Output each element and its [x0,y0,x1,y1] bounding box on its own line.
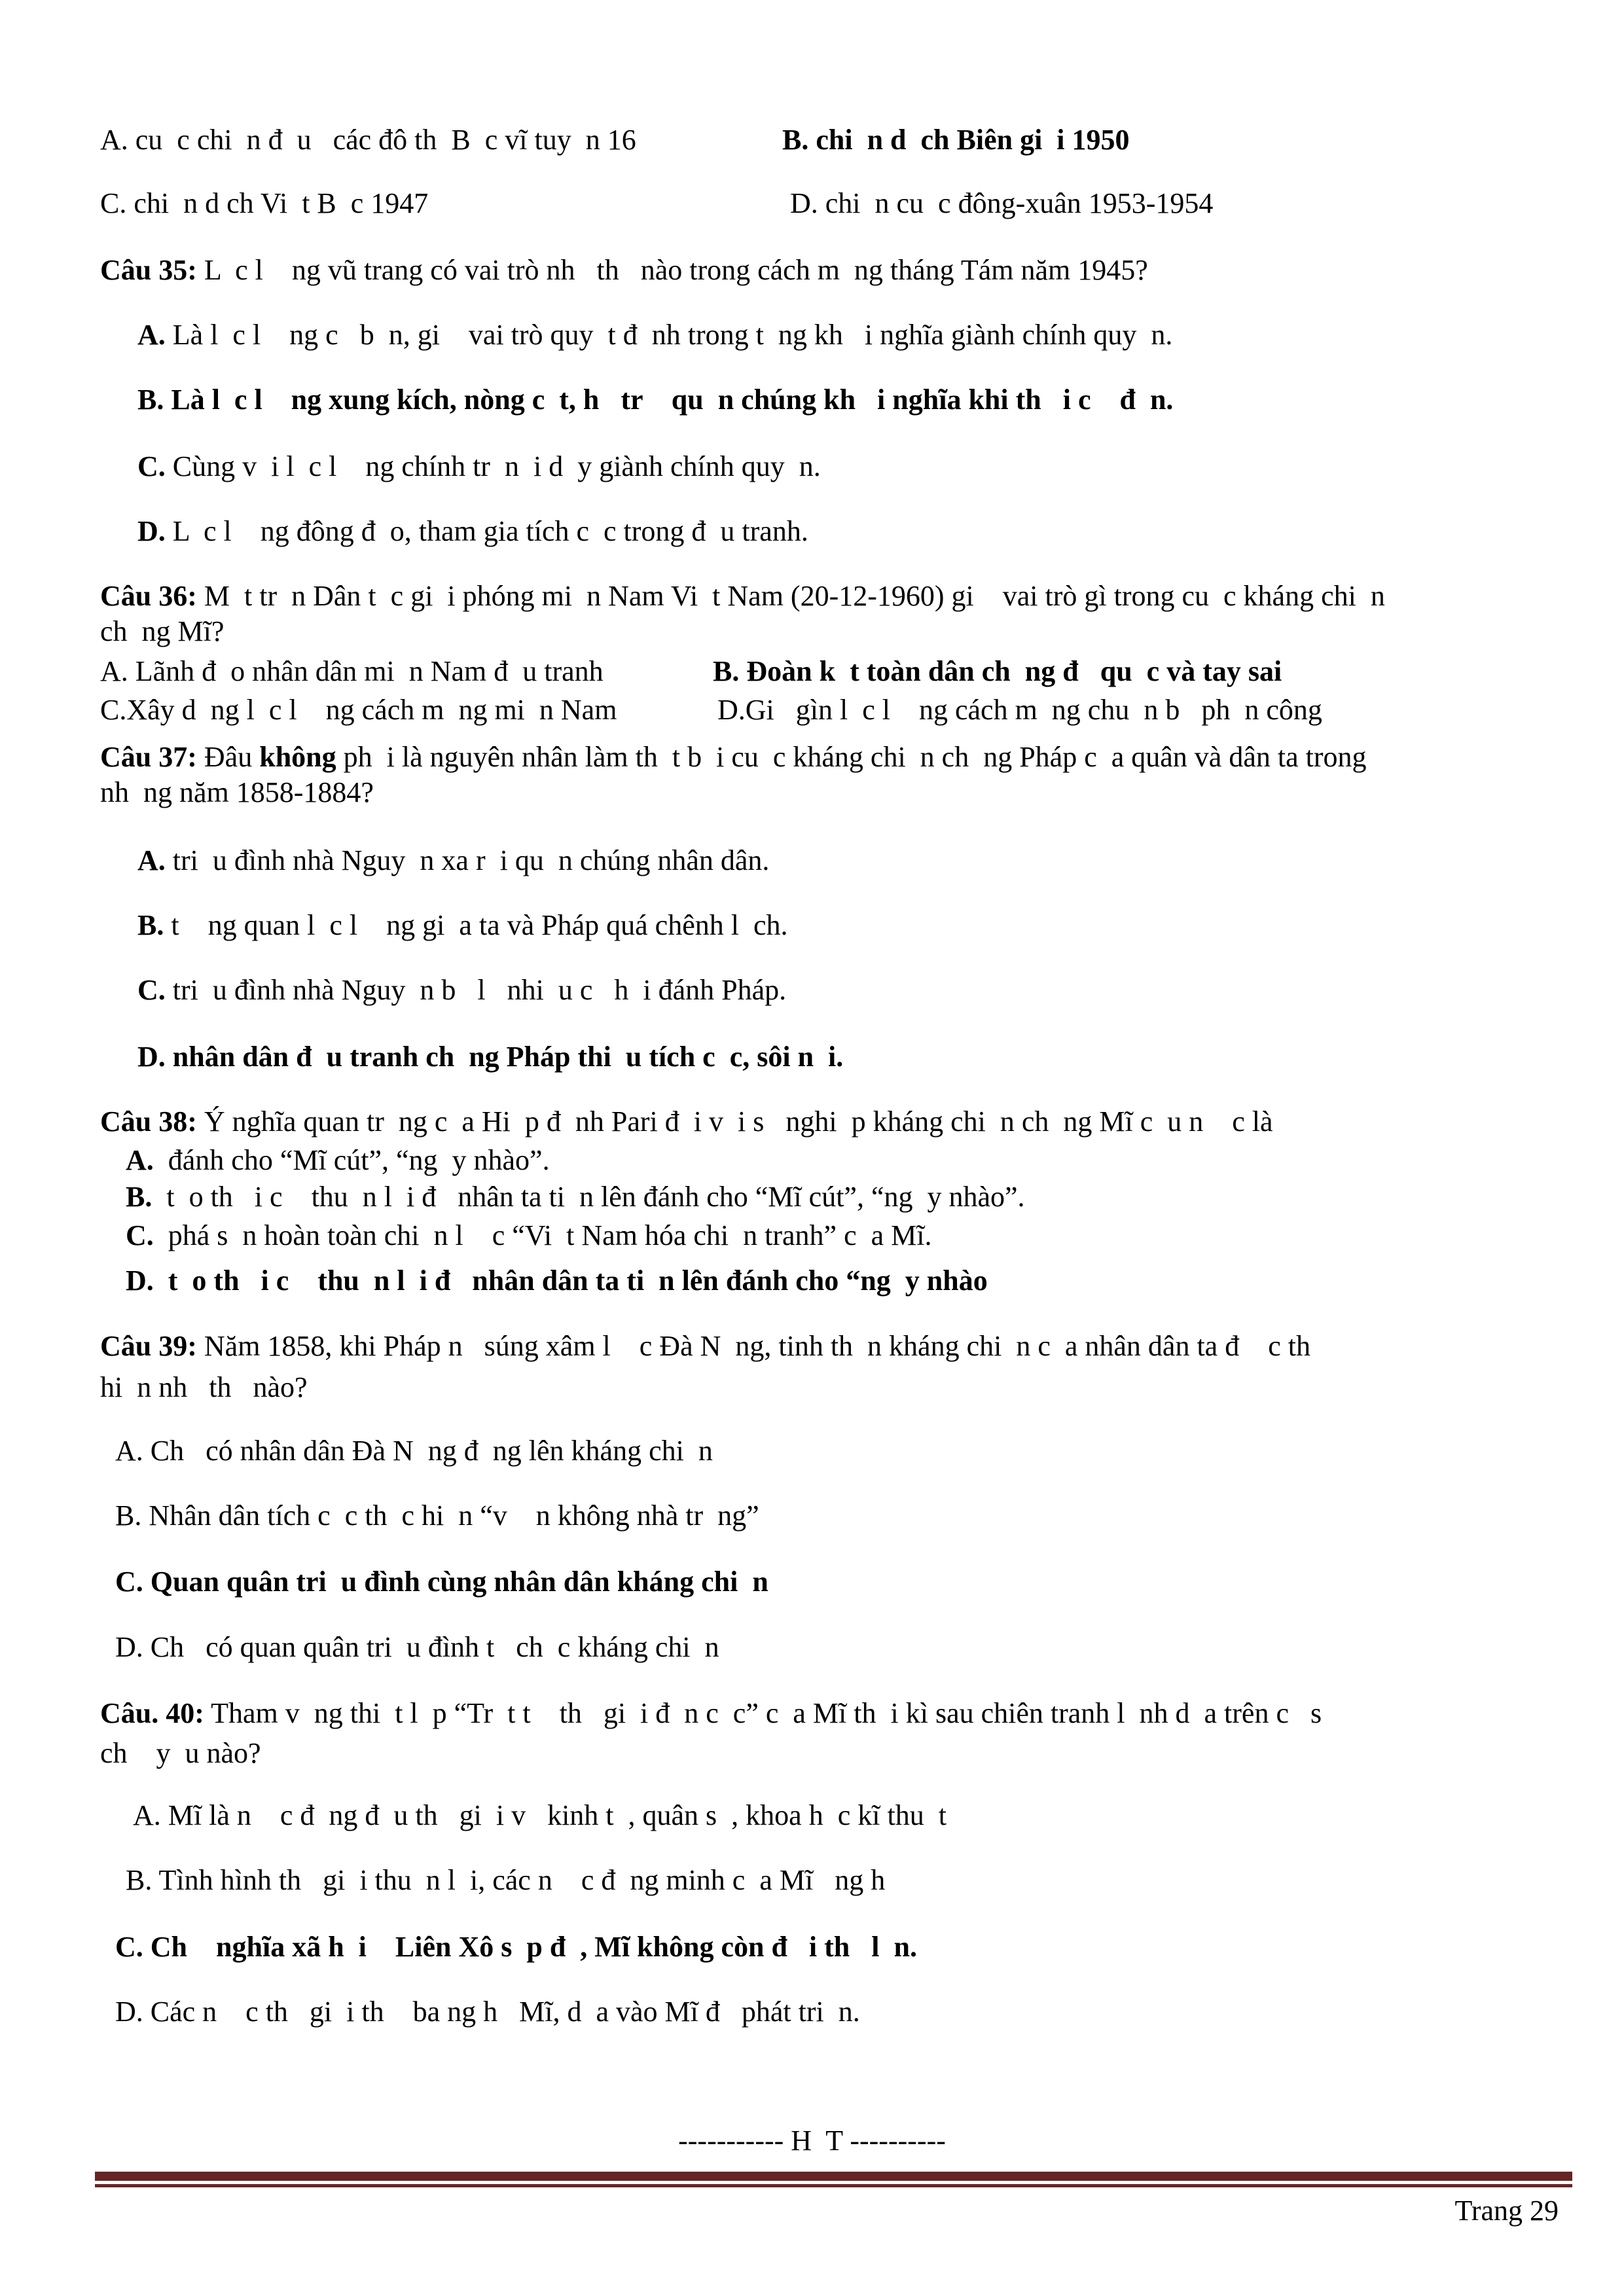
text-line [782,123,1130,157]
end-marker: ----------- H T ---------- [678,2125,946,2157]
text-line [137,450,821,484]
text-line [790,187,1213,221]
text: hi n nh th nào? [100,1371,308,1403]
text: ch y u nào? [100,1737,261,1769]
text: tri u đình nhà Nguy n xa r i qu n chúng nhân dân. [165,844,770,876]
text-line [100,1736,261,1770]
text-line [100,123,636,157]
text: L c l ng vũ trang có vai trò nh th nào trong cách m ng tháng Tám năm 1945? [196,254,1148,286]
text: D. chi n cu c đông-xuân 1953-1954 [790,187,1214,219]
text-line [126,1219,932,1253]
bold-text: B. [126,1181,153,1213]
text: ph i là nguyên nhân làm th t b i cu c kháng chi n ch ng Pháp c a quân và dân ta trong [336,741,1367,773]
text-line [115,1499,759,1533]
text: t ng quan l c l ng gi a ta và Pháp quá chênh l ch. [164,909,788,941]
bold-text: C. Ch nghĩa xã h i Liên Xô s p đ , Mĩ không còn đ i th l n. [115,1931,917,1963]
text-line [713,655,1282,689]
bold-text: B. Đoàn k t toàn dân ch ng đ qu c và tay sai [713,655,1282,687]
text: B. Nhân dân tích c c th c hi n “v n không nhà tr ng” [115,1499,759,1532]
text-line [137,514,808,548]
text: L c l ng đông đ o, tham gia tích c c trong đ u tranh. [165,515,808,547]
bold-text: D. nhân dân đ u tranh ch ng Pháp thi u tích c c, sôi n i. [137,1041,844,1073]
text-line [115,1995,860,2029]
bold-text: Câu 39: [100,1330,197,1362]
bold-text: Câu 36: [100,580,197,612]
text: Ý nghĩa quan tr ng c a Hi p đ nh Pari đ i v i s nghi p kháng chi n ch ng Mĩ c u n c là [196,1105,1273,1138]
text-line [126,1264,988,1298]
footer-rule-thick [95,2172,1572,2181]
bold-text: không [259,741,336,773]
text-line [100,740,1366,774]
bold-text: C. [126,1219,154,1251]
text-line [100,1371,308,1405]
text-line [137,1040,843,1074]
text: đánh cho “Mĩ cút”, “ng y nhào”. [153,1144,550,1176]
bold-text: C. Quan quân tri u đình cùng nhân dân kháng chi n [115,1566,768,1598]
bold-text: B. Là l c l ng xung kích, nòng c t, h tr qu n chúng kh i nghĩa khi th i c đ n. [137,384,1174,416]
bold-text: Câu. 40: [100,1697,204,1729]
text: A. Lãnh đ o nhân dân mi n Nam đ u tranh [100,655,604,687]
bold-text: C. [137,974,166,1006]
text: phá s n hoàn toàn chi n l c “Vi t Nam hóa chi n tranh” c a Mĩ. [153,1219,932,1251]
bold-text: A. [126,1144,154,1176]
text-line [115,1434,713,1468]
text: C. chi n d ch Vi t B c 1947 [100,187,429,219]
text: A. cu c chi n đ u các đô th B c vĩ tuy n 16 [100,124,636,156]
text: Là l c l ng c b n, gi vai trò quy t đ nh trong t ng kh i nghĩa giành chính quy n. [165,319,1173,351]
text-line [100,693,617,727]
text-line [100,1105,1273,1139]
text: t o th i c thu n l i đ nhân ta ti n lên đánh cho “Mĩ cút”, “ng y nhào”. [152,1181,1025,1213]
text: D.Gi gìn l c l ng cách m ng chu n b ph n công [717,694,1322,726]
text-line [100,1329,1310,1363]
text-line [717,693,1322,727]
text-line [126,1180,1025,1214]
text-line [137,383,1173,417]
text-line [100,187,428,221]
bold-text: Câu 37: [100,741,197,773]
text: nh ng năm 1858-1884? [100,776,374,808]
bold-text: C. [137,450,166,482]
text-line [100,615,224,649]
text-line [115,1630,719,1664]
bold-text: Câu 38: [100,1105,197,1138]
text-line [137,844,769,878]
text-line [100,1696,1322,1731]
page-number: Trang 29 [1454,2195,1559,2227]
bold-text: A. [137,844,166,876]
text: A. Mĩ là n c đ ng đ u th gi i v kinh t , quân s , khoa h c kĩ thu t [133,1799,947,1831]
text: M t tr n Dân t c gi i phóng mi n Nam Vi t Nam (20-12-1960) gi vai trò gì trong cu c kháng chi n [196,580,1385,612]
text: D. Các n c th gi i th ba ng h Mĩ, d a vào Mĩ đ phát tri n. [115,1996,860,2028]
text: ch ng Mĩ? [100,615,225,647]
text: tri u đình nhà Nguy n b l nhi u c h i đánh Pháp. [165,974,787,1006]
text: C.Xây d ng l c l ng cách m ng mi n Nam [100,694,617,726]
text: Năm 1858, khi Pháp n súng xâm l c Đà N ng, tinh th n kháng chi n c a nhân dân ta đ c th [196,1330,1310,1362]
footer-rule-thin [95,2184,1572,2187]
text: Cùng v i l c l ng chính tr n i d y giành chính quy n. [165,450,821,482]
bold-text: A. [137,319,166,351]
text-line [137,973,786,1007]
text-line [137,908,787,942]
text-line [100,579,1385,613]
text-line [126,1863,885,1897]
text-line [115,1930,917,1964]
bold-text: B. chi n d ch Biên gi i 1950 [782,124,1130,156]
text-line [133,1799,947,1833]
text: Đâu [196,741,260,773]
text-line [100,655,604,689]
text-line [137,318,1172,352]
bold-text: D. [137,515,166,547]
text: A. Ch có nhân dân Đà N ng đ ng lên kháng chi n [115,1435,713,1467]
text-line [100,253,1148,287]
text: Tham v ng thi t l p “Tr t t th gi i đ n c c” c a Mĩ th i kì sau chiên tranh l nh d a trên c s [204,1697,1322,1729]
bold-text: Câu 35: [100,254,197,286]
text-line [100,776,374,810]
bold-text: B. [137,909,164,941]
text-line [126,1143,550,1177]
text: D. Ch có quan quân tri u đình t ch c kháng chi n [115,1631,719,1663]
text: B. Tình hình th gi i thu n l i, các n c đ ng minh c a Mĩ ng h [126,1864,886,1896]
bold-text: D. t o th i c thu n l i đ nhân dân ta ti n lên đánh cho “ng y nhào [126,1265,988,1297]
text-line [115,1565,768,1599]
